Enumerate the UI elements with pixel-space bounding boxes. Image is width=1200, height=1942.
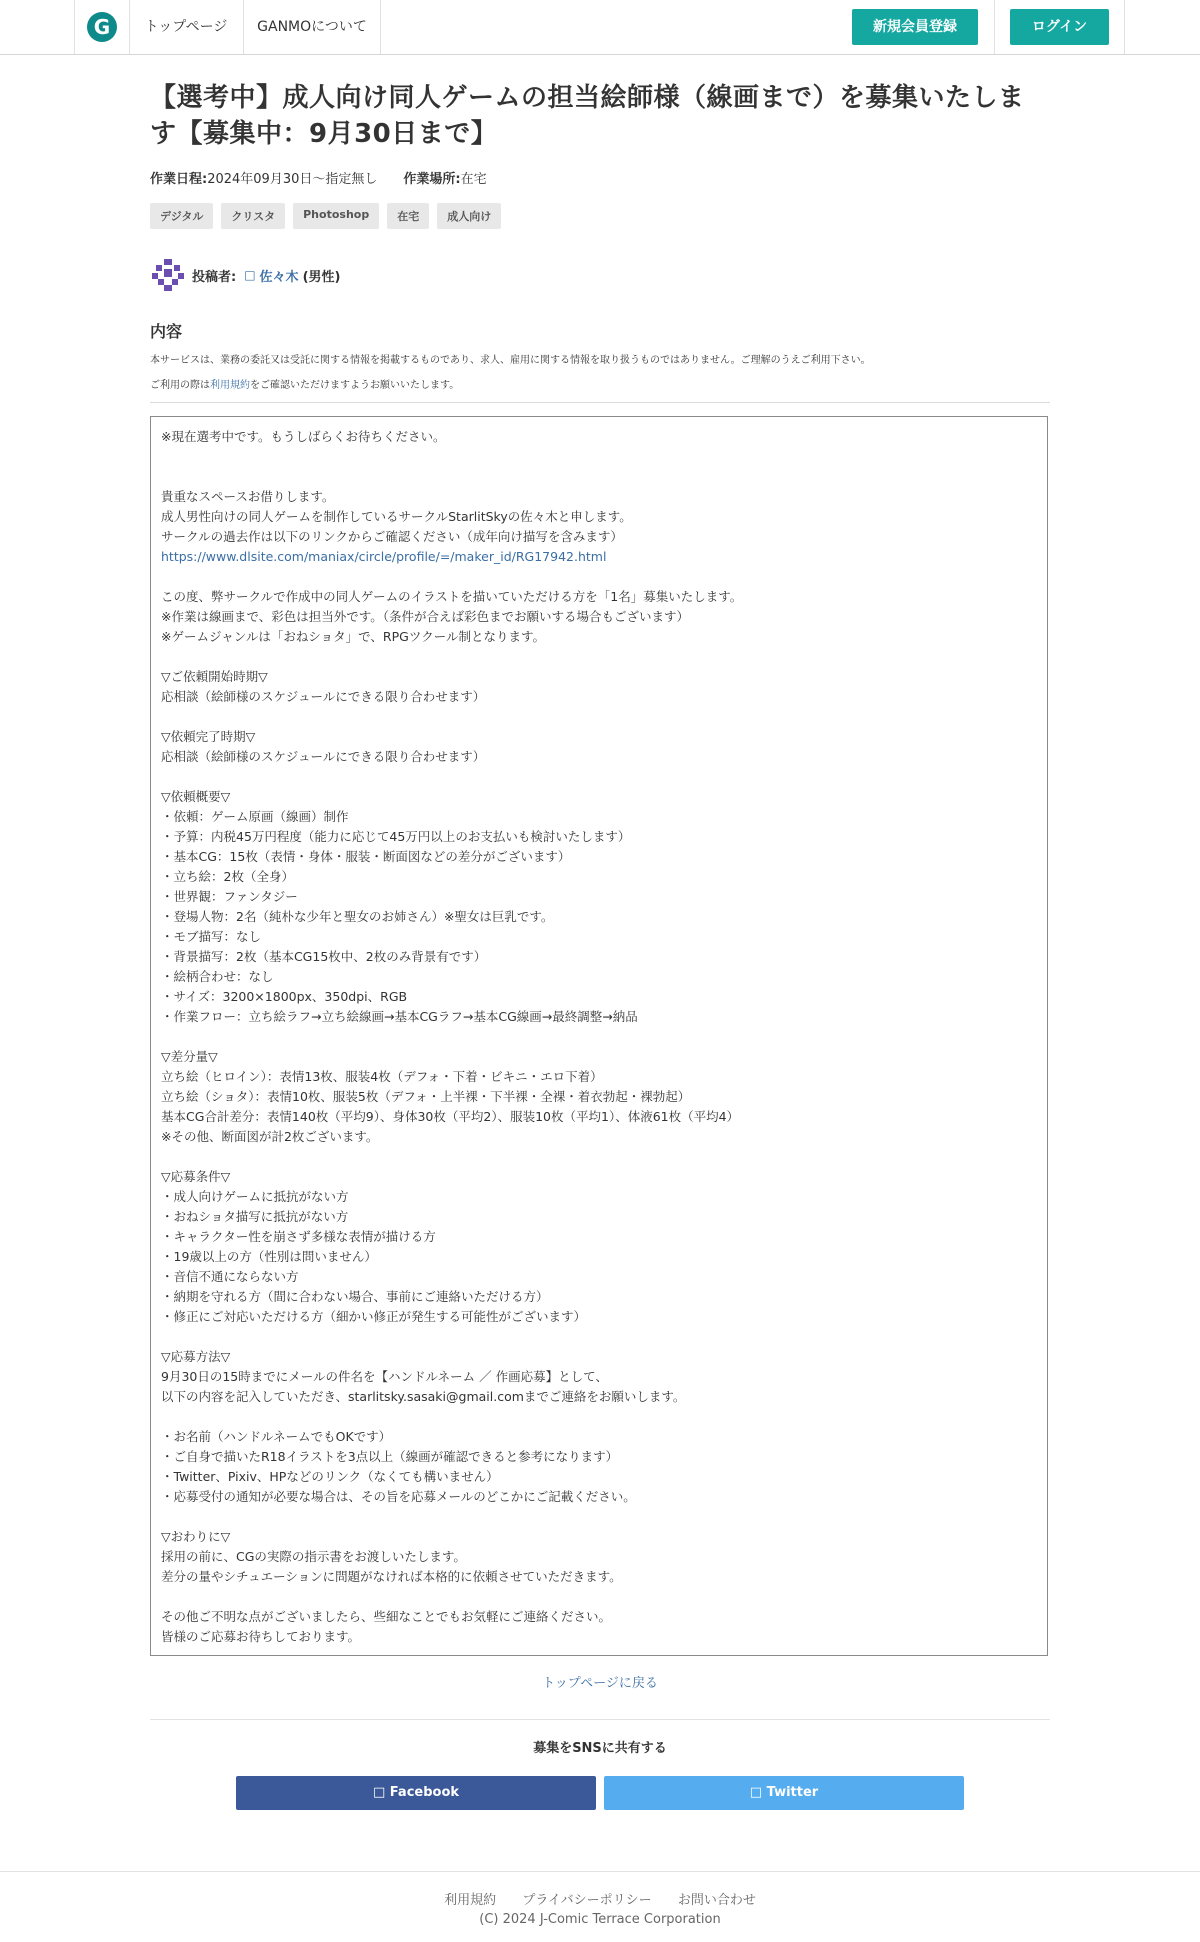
tag[interactable]: クリスタ (221, 203, 285, 229)
terms-link[interactable]: 利用規約 (210, 380, 250, 391)
content-line: ▽ご依頼開始時期▽ (161, 669, 268, 684)
footer-link-privacy[interactable]: プライバシーポリシー (522, 1893, 652, 1908)
site-header (0, 0, 1200, 55)
content-heading: 内容 (150, 322, 183, 341)
facebook-label: Facebook (389, 1785, 460, 1800)
content-line: ・サイズ：3200×1800px、350dpi、RGB (161, 989, 408, 1004)
poster-info (150, 255, 1050, 295)
content-line: ・納期を守れる方（間に合わない場合、事前にご連絡いただける方） (161, 1289, 549, 1304)
content-line: ・モブ描写：なし (161, 929, 262, 944)
content-line: ・依頼：ゲーム原画（線画）制作 (161, 809, 349, 824)
copyright: (C) 2024 J-Comic Terrace Corporation (479, 1912, 721, 1927)
twitter-label: Twitter (766, 1785, 819, 1800)
circle-profile-link[interactable]: https://www.dlsite.com/maniax/circle/profile/=/maker_id/RG17942.html (161, 549, 607, 564)
footer-link-terms[interactable]: 利用規約 (444, 1893, 497, 1908)
content-line: 基本CG合計差分：表情140枚（平均9）、身体30枚（平均2）、服装10枚（平均1）、体液61枚（平均4） (161, 1109, 740, 1124)
register-button[interactable]: 新規会員登録 (852, 9, 978, 45)
content-line: ・予算：内税45万円程度（能力に応じて45万円以上のお支払いも検討いたします） (161, 829, 631, 844)
service-notice (150, 348, 1050, 398)
content-line: ※その他、断面図が計2枚ございます。 (161, 1129, 379, 1144)
content-line: ▽応募条件▽ (161, 1169, 231, 1184)
content-line (161, 447, 1037, 467)
twitter-icon: □ (749, 1785, 763, 1800)
content-line (161, 1147, 1037, 1167)
content-line: ・立ち絵：2枚（全身） (161, 869, 294, 884)
facebook-icon: □ (372, 1785, 386, 1800)
content-line: 皆様のご応募お待ちしております。 (161, 1629, 361, 1644)
header-divider (1124, 0, 1125, 54)
content-line (161, 467, 1037, 487)
content-line: ※作業は線画まで、彩色は担当外です。（条件が合えば彩色までお願いする場合もございます） (161, 609, 689, 624)
content-line: ・Twitter、Pixiv、HPなどのリンク（なくても構いません） (161, 1469, 499, 1484)
divider (150, 1719, 1050, 1720)
notice-line: 本サービスは、業務の委託又は受託に関する情報を掲載するものであり、求人、雇用に関する情報を取り扱うものではありません。ご理解のうえご利用下さい。 (150, 355, 871, 366)
content-line: ・絵柄合わせ：なし (161, 969, 274, 984)
logo-link[interactable] (74, 0, 130, 54)
poster-gender: (男性) (302, 269, 341, 285)
content-line (161, 567, 1037, 587)
place-value: 在宅 (460, 172, 487, 187)
schedule-label: 作業日程: (150, 172, 208, 187)
back-to-top-link[interactable]: トップページに戻る (542, 1676, 658, 1691)
post-content (150, 416, 1048, 1656)
divider (150, 402, 1050, 403)
page-title: 【選考中】成人向け同人ゲームの担当絵師様（線画まで）を募集いたします【募集中：9月30日まで】 (150, 83, 1025, 149)
nav-about-ganmo[interactable]: GANMOについて (244, 0, 381, 54)
content-line: 立ち絵（ショタ）：表情10枚、服装5枚（デフォ・上半裸・下半裸・全裸・着衣勃起・裸勃起） (161, 1089, 691, 1104)
content-line: 9月30日の15時までにメールの件名を【ハンドルネーム ／ 作画応募】として、 (161, 1369, 608, 1384)
content-line (161, 1587, 1037, 1607)
post-meta (150, 168, 1050, 187)
content-line: 以下の内容を記入していただき、starlitsky.sasaki@gmail.comまでご連絡をお願いします。 (161, 1389, 686, 1404)
content-line: 差分の量やシチュエーションに問題がなければ本格的に依頼させていただきます。 (161, 1569, 622, 1584)
content-line: ・お名前（ハンドルネームでもOKです） (161, 1429, 392, 1444)
content-line (161, 1327, 1037, 1347)
content-line: 立ち絵（ヒロイン）：表情13枚、服装4枚（デフォ・下着・ビキニ・エロ下着） (161, 1069, 603, 1084)
content-line: ・登場人物：2名（純朴な少年と聖女のお姉さん）※聖女は巨乳です。 (161, 909, 554, 924)
site-footer (0, 1871, 1200, 1942)
content-line: ※現在選考中です。もうしばらくお待ちください。 (161, 429, 446, 444)
post-detail (150, 54, 1050, 1810)
work-place (403, 168, 486, 187)
content-line: ・キャラクター性を崩さず多様な表情が描ける方 (161, 1229, 436, 1244)
content-line: ▽依頼完了時期▽ (161, 729, 256, 744)
place-label: 作業場所: (403, 172, 461, 187)
facebook-share-button[interactable] (236, 1776, 596, 1810)
content-line (161, 1027, 1037, 1047)
content-line: 応相談（絵師様のスケジュールにできる限り合わせます） (161, 749, 486, 764)
footer-link-contact[interactable]: お問い合わせ (677, 1893, 756, 1908)
share-heading: 募集をSNSに共有する (533, 1741, 667, 1756)
content-line: 成人男性向けの同人ゲームを制作しているサークルStarlitSkyの佐々木と申します。 (161, 509, 632, 524)
tag[interactable]: 在宅 (387, 203, 429, 229)
content-line (161, 707, 1037, 727)
content-line: ・ご自身で描いたR18イラストを3点以上（線画が確認できると参考になります） (161, 1449, 619, 1464)
content-line: この度、弊サークルで作成中の同人ゲームのイラストを描いていただける方を「1名」募集いたします。 (161, 589, 743, 604)
poster-label: 投稿者: (192, 269, 237, 285)
nav-top-page[interactable]: トップページ (129, 0, 244, 54)
share-buttons (150, 1776, 1050, 1810)
user-icon: □ (244, 268, 256, 282)
schedule (150, 168, 377, 187)
content-line: ・応募受付の通知が必要な場合は、その旨を応募メールのどこかにご記載ください。 (161, 1489, 636, 1504)
content-line: ・背景描写：2枚（基本CG15枚中、2枚のみ背景有です） (161, 949, 487, 964)
content-line: その他ご不明な点がございましたら、些細なことでもお気軽にご連絡ください。 (161, 1609, 612, 1624)
content-line: ▽応募方法▽ (161, 1349, 231, 1364)
content-line: 採用の前に、CGの実際の指示書をお渡しいたします。 (161, 1549, 466, 1564)
content-line: ・成人向けゲームに抵抗がない方 (161, 1189, 349, 1204)
content-line: ・19歳以上の方（性別は問いません） (161, 1249, 377, 1264)
tag-list (150, 203, 1050, 229)
notice-text: をご確認いただけますようお願いいたします。 (250, 380, 460, 391)
content-line: ・おねショタ描写に抵抗がない方 (161, 1209, 349, 1224)
avatar[interactable] (150, 257, 186, 293)
login-button[interactable]: ログイン (1010, 9, 1109, 45)
notice-text: ご利用の際は (150, 380, 210, 391)
schedule-value: 2024年09月30日〜指定無し (207, 172, 378, 187)
content-line (161, 1507, 1037, 1527)
footer-links (0, 1889, 1200, 1908)
content-line: 貴重なスペースお借りします。 (161, 489, 335, 504)
content-line: ・基本CG：15枚（表情・身体・服装・断面図などの差分がございます） (161, 849, 571, 864)
header-divider (994, 0, 995, 54)
content-line (161, 767, 1037, 787)
content-line: ・修正にご対応いただける方（細かい修正が発生する可能性がございます） (161, 1309, 587, 1324)
ganmo-logo: G (87, 12, 117, 42)
content-line: ▽おわりに▽ (161, 1529, 231, 1544)
poster-name[interactable]: 佐々木 (259, 269, 299, 285)
content-line: ・音信不通にならない方 (161, 1269, 299, 1284)
content-line: ▽差分量▽ (161, 1049, 218, 1064)
content-line (161, 647, 1037, 667)
content-line: ※ゲームジャンルは「おねショタ」で、RPGツクール制となります。 (161, 629, 545, 644)
content-line: ・作業フロー：立ち絵ラフ→立ち絵線画→基本CGラフ→基本CG線画→最終調整→納品 (161, 1009, 638, 1024)
tag[interactable]: デジタル (150, 203, 213, 229)
tag[interactable]: Photoshop (293, 203, 379, 229)
content-line (161, 1407, 1037, 1427)
content-line: サークルの過去作は以下のリンクからご確認ください（成年向け描写を含みます） (161, 529, 623, 544)
content-line: 応相談（絵師様のスケジュールにできる限り合わせます） (161, 689, 486, 704)
tag[interactable]: 成人向け (437, 203, 501, 229)
notice-line (150, 373, 1050, 398)
content-line: ▽依頼概要▽ (161, 789, 231, 804)
content-line: ・世界観：ファンタジー (161, 889, 298, 904)
twitter-share-button[interactable] (604, 1776, 964, 1810)
